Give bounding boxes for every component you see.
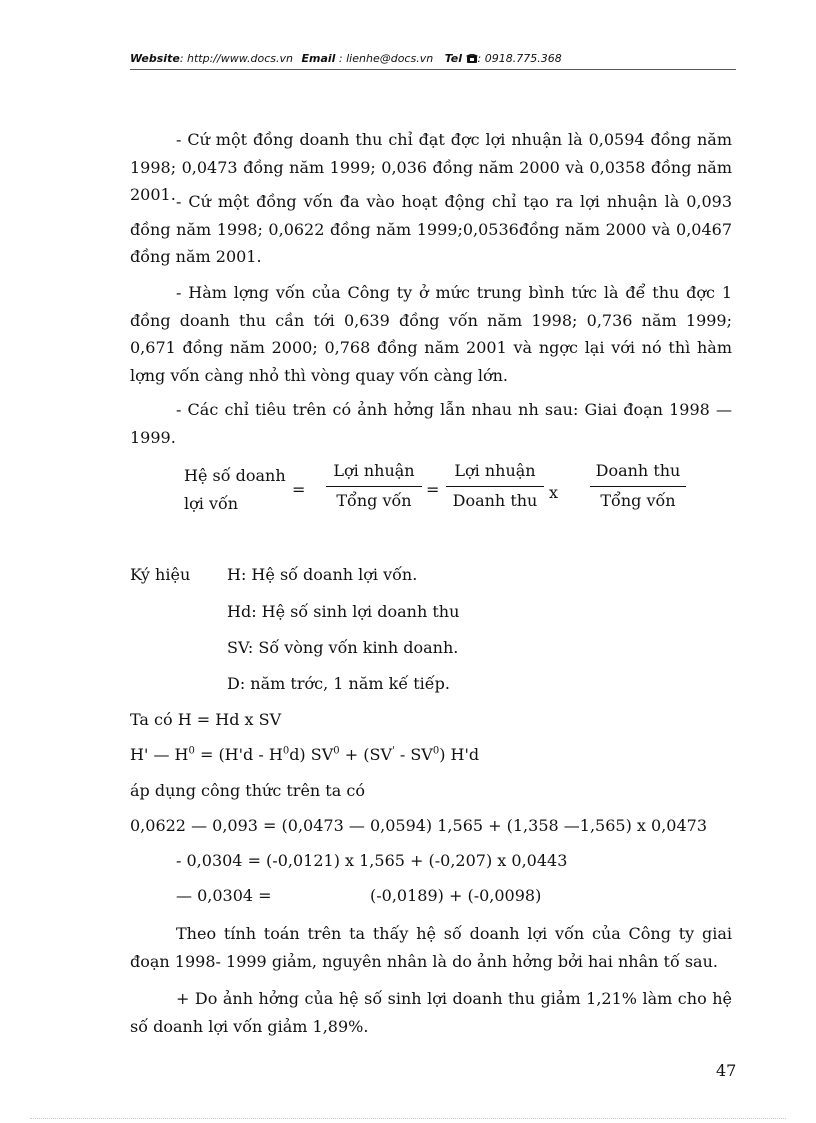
fraction-1-numerator: Lợi nhuận xyxy=(333,461,415,480)
phone-icon xyxy=(466,53,478,67)
equation-3: áp dụng công thức trên ta có xyxy=(130,781,365,800)
page-number: 47 xyxy=(716,1061,737,1080)
footer-dotted-line xyxy=(30,1118,786,1119)
legend-label: Ký hiệu xyxy=(130,565,191,584)
paragraph-6: + Do ảnh hởng của hệ số sinh lợi doanh thu giảm 1,21% làm cho hệ số doanh lợi vốn giảm 1,89%. xyxy=(130,989,732,1036)
formula-lhs-line2: lợi vốn xyxy=(184,494,239,513)
paragraph-5: Theo tính toán trên ta thấy hệ số doanh lợi vốn của Công ty giai đoạn 1998- 1999 giảm, nguyên nhân là do ảnh hởng bởi hai nhân tố sau. xyxy=(130,924,732,971)
equation-1: Ta có H = Hd x SV xyxy=(130,710,282,729)
tel-value: : 0918.775.368 xyxy=(477,52,562,65)
formula-equals-2: = xyxy=(426,480,440,499)
fraction-2 xyxy=(446,461,544,510)
tel-label: Tel xyxy=(444,52,463,65)
formula-lhs-line1: Hệ số doanh xyxy=(184,466,286,485)
fraction-1-bar xyxy=(326,486,422,487)
header-rule xyxy=(130,69,736,70)
paragraph-2: - Cứ một đồng vốn đa vào hoạt động chỉ tạo ra lợi nhuận là 0,093 đồng năm 1998; 0,0622 đồng năm 1999;0,0536đồng năm 2000 và 0,0467 đồng năm 2001. xyxy=(130,192,732,266)
paragraph-4: - Các chỉ tiêu trên có ảnh hởng lẫn nhau nh sau: Giai đoạn 1998 — 1999. xyxy=(130,400,732,447)
email-label: Email xyxy=(301,52,336,65)
equation-6-left: — 0,0304 = xyxy=(176,886,272,905)
email-value[interactable]: : lienhe@docs.vn xyxy=(338,52,434,65)
fraction-3-bar xyxy=(590,486,686,487)
paragraph-1: - Cứ một đồng doanh thu chỉ đạt đợc lợi nhuận là 0,0594 đồng năm 1998; 0,0473 đồng năm 1999; 0,036 đồng năm 2000 và 0,0358 đồng năm 2001. xyxy=(130,130,732,204)
website-label: Website xyxy=(130,52,180,65)
fraction-2-bar xyxy=(446,486,544,487)
legend-item: D: năm trớc, 1 năm kế tiếp. xyxy=(227,674,450,693)
paragraph-3: - Hàm lợng vốn của Công ty ở mức trung bình tức là để thu đợc 1 đồng doanh thu cần tới 0,639 đồng vốn năm 1998; 0,736 năm 1999; 0,671 đồng năm 2000; 0,768 đồng năm 2001 và ngợc lại với nó thì hàm lợng vốn càng nhỏ thì vòng quay vốn càng lớn. xyxy=(130,283,732,385)
formula-equals-1: = xyxy=(292,480,306,499)
formula-times: x xyxy=(549,483,559,502)
fraction-2-denominator: Doanh thu xyxy=(452,491,538,510)
fraction-1-denominator: Tổng vốn xyxy=(336,491,412,510)
fraction-3-denominator: Tổng vốn xyxy=(600,491,676,510)
website-value[interactable]: : http://www.docs.vn xyxy=(179,52,293,65)
fraction-3-numerator: Doanh thu xyxy=(595,461,681,480)
page-header xyxy=(130,52,736,70)
equation-6-right: (-0,0189) + (-0,0098) xyxy=(370,886,542,905)
legend-item: H: Hệ số doanh lợi vốn. xyxy=(227,565,418,584)
equation-5: - 0,0304 = (-0,0121) x 1,565 + (-0,207) x 0,0443 xyxy=(176,851,568,870)
equation-4: 0,0622 — 0,093 = (0,0473 — 0,0594) 1,565 + (1,358 —1,565) x 0,0473 xyxy=(130,816,707,835)
legend-item: SV: Số vòng vốn kinh doanh. xyxy=(227,638,459,657)
fraction-1 xyxy=(326,461,422,510)
equation-2: H' — $H^0 = (H'd - H^0d) SV^0 + (SV' - SV^0)$ H'd xyxy=(130,745,480,764)
fraction-3 xyxy=(590,461,686,510)
legend-item: Hd: Hệ số sinh lợi doanh thu xyxy=(227,602,460,621)
fraction-2-numerator: Lợi nhuận xyxy=(454,461,536,480)
